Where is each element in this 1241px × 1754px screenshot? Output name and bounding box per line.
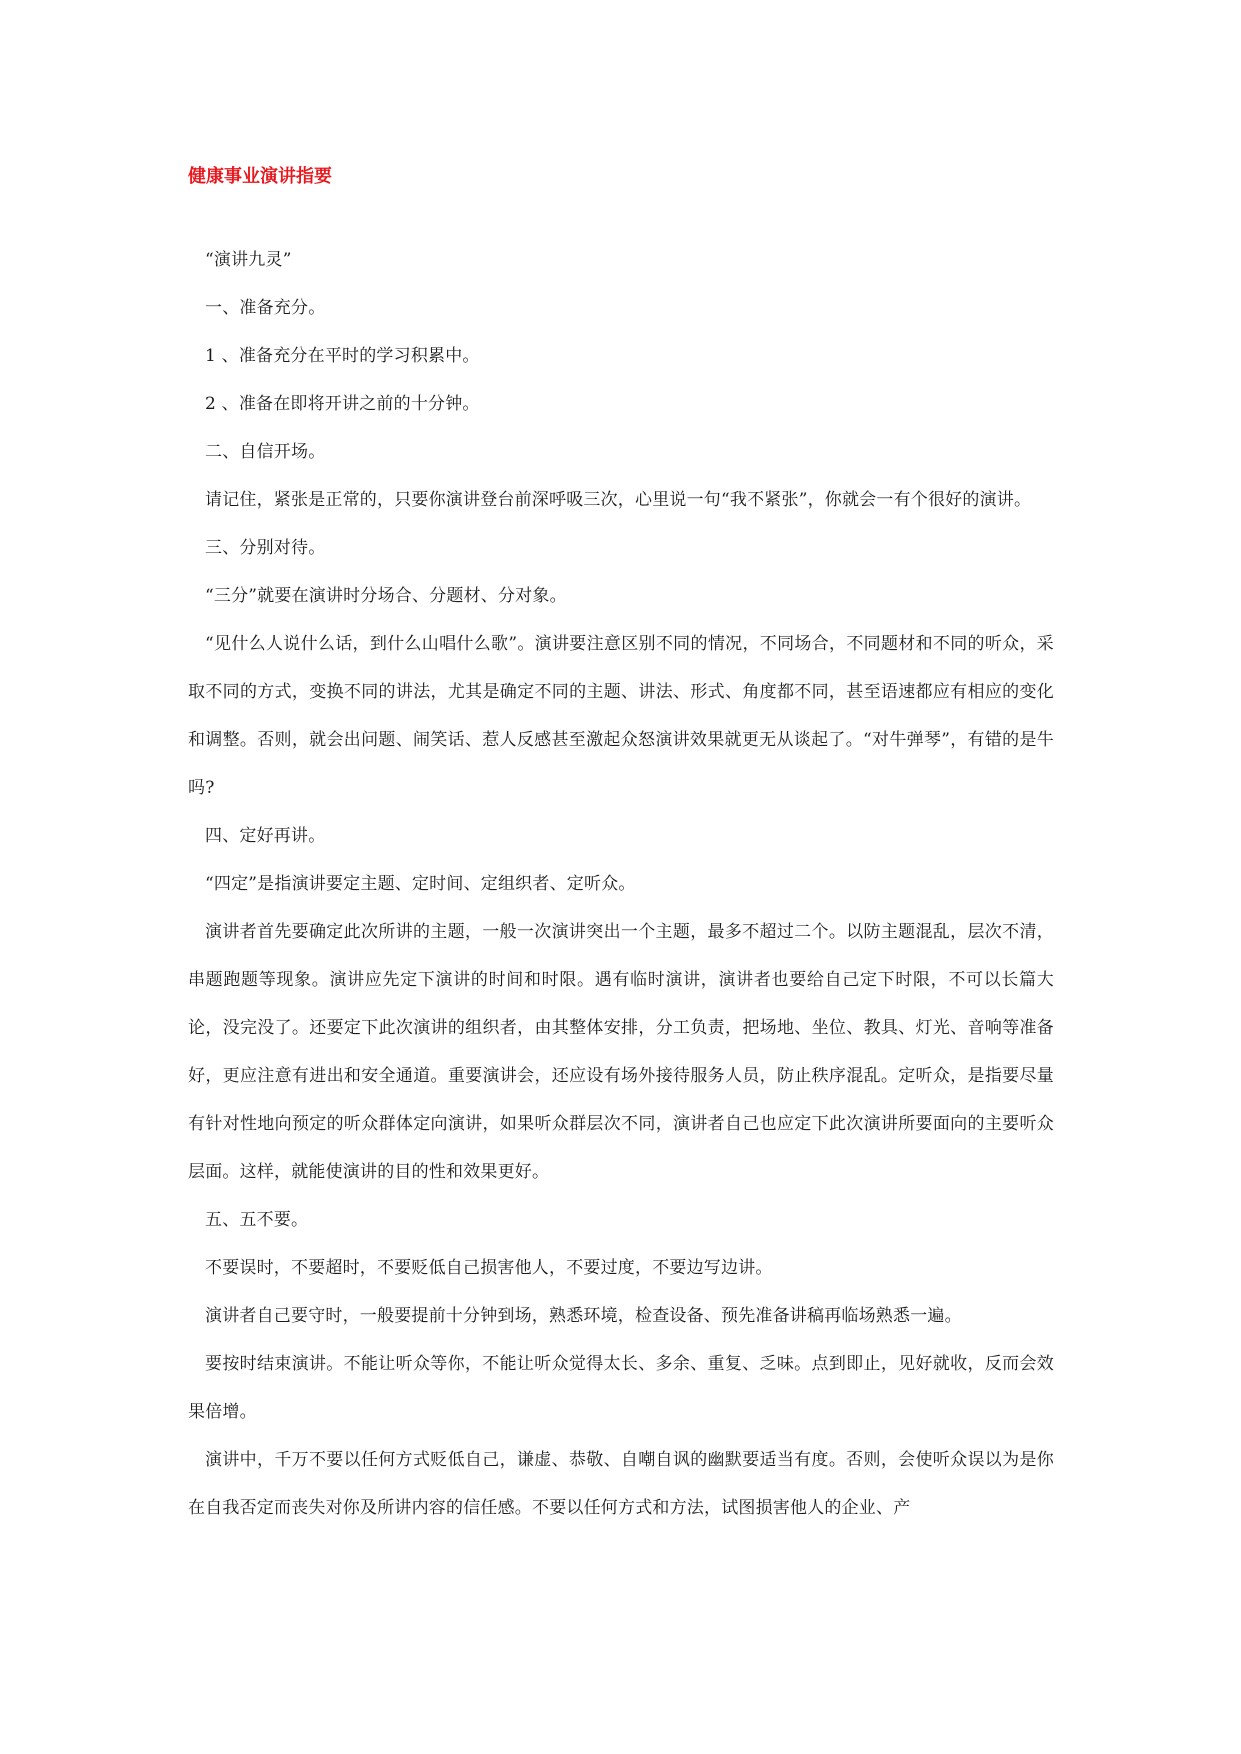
paragraph: 要按时结束演讲。不能让听众等你，不能让听众觉得太长、多余、重复、乏味。点到即止，见好就收，反而会效果倍增。: [188, 1354, 1054, 1422]
section-heading-2: 二、自信开场。: [205, 442, 326, 462]
section-heading-4: 四、定好再讲。: [205, 826, 326, 846]
paragraph: 不要误时，不要超时，不要贬低自己损害他人，不要过度，不要边写边讲。: [205, 1258, 773, 1278]
paragraph: “四定”是指演讲要定主题、定时间、定组织者、定听众。: [205, 874, 636, 894]
paragraph: “三分”就要在演讲时分场合、分题材、分对象。: [205, 586, 567, 606]
paragraph: 演讲中，千万不要以任何方式贬低自己，谦虚、恭敬、自嘲自讽的幽默要适当有度。否则，会使听众误以为是你在自我否定而丧失对你及所讲内容的信任感。不要以任何方式和方法，试图损害他人的企业、产: [188, 1450, 1054, 1518]
list-item: 1 、准备充分在平时的学习积累中。: [205, 346, 480, 366]
section-heading-3: 三、分别对待。: [205, 538, 326, 558]
paragraph: 演讲者首先要确定此次所讲的主题，一般一次演讲突出一个主题，最多不超过二个。以防主题混乱，层次不清，串题跑题等现象。演讲应先定下演讲的时间和时限。遇有临时演讲，演讲者也要给自己定下时限，不可以长篇大论，没完没了。还要定下此次演讲的组织者，由其整体安排，分工负责，把场地、坐位、教具、灯光、音响等准备好，更应注意有进出和安全通道。重要演讲会，还应设有场外接待服务人员，防止秩序混乱。定听众，是指要尽量有针对性地向预定的听众群体定向演讲，如果听众群层次不同，演讲者自己也应定下此次演讲所要面向的主要听众层面。这样，就能使演讲的目的性和效果更好。: [188, 922, 1054, 1182]
paragraph: 请记住，紧张是正常的，只要你演讲登台前深呼吸三次，心里说一句“我不紧张”，你就会一有个很好的演讲。: [205, 490, 1032, 510]
document-title: 健康事业演讲指要: [188, 166, 332, 187]
section-heading-1: 一、准备充分。: [205, 298, 326, 318]
section-heading-5: 五、五不要。: [205, 1210, 309, 1230]
paragraph: 演讲者自己要守时，一般要提前十分钟到场，熟悉环境，检查设备、预先准备讲稿再临场熟悉一遍。: [205, 1306, 962, 1326]
paragraph-subtitle: “演讲九灵”: [205, 250, 292, 270]
list-item: 2 、准备在即将开讲之前的十分钟。: [205, 394, 480, 414]
document-body: [188, 236, 1054, 1532]
paragraph: “见什么人说什么话，到什么山唱什么歌”。演讲要注意区别不同的情况，不同场合，不同题材和不同的听众，采取不同的方式，变换不同的讲法，尤其是确定不同的主题、讲法、形式、角度都不同，甚至语速都应有相应的变化和调整。否则，就会出问题、闹笑话、惹人反感甚至激起众怒演讲效果就更无从谈起了。“对牛弹琴”，有错的是牛吗?: [188, 634, 1054, 798]
